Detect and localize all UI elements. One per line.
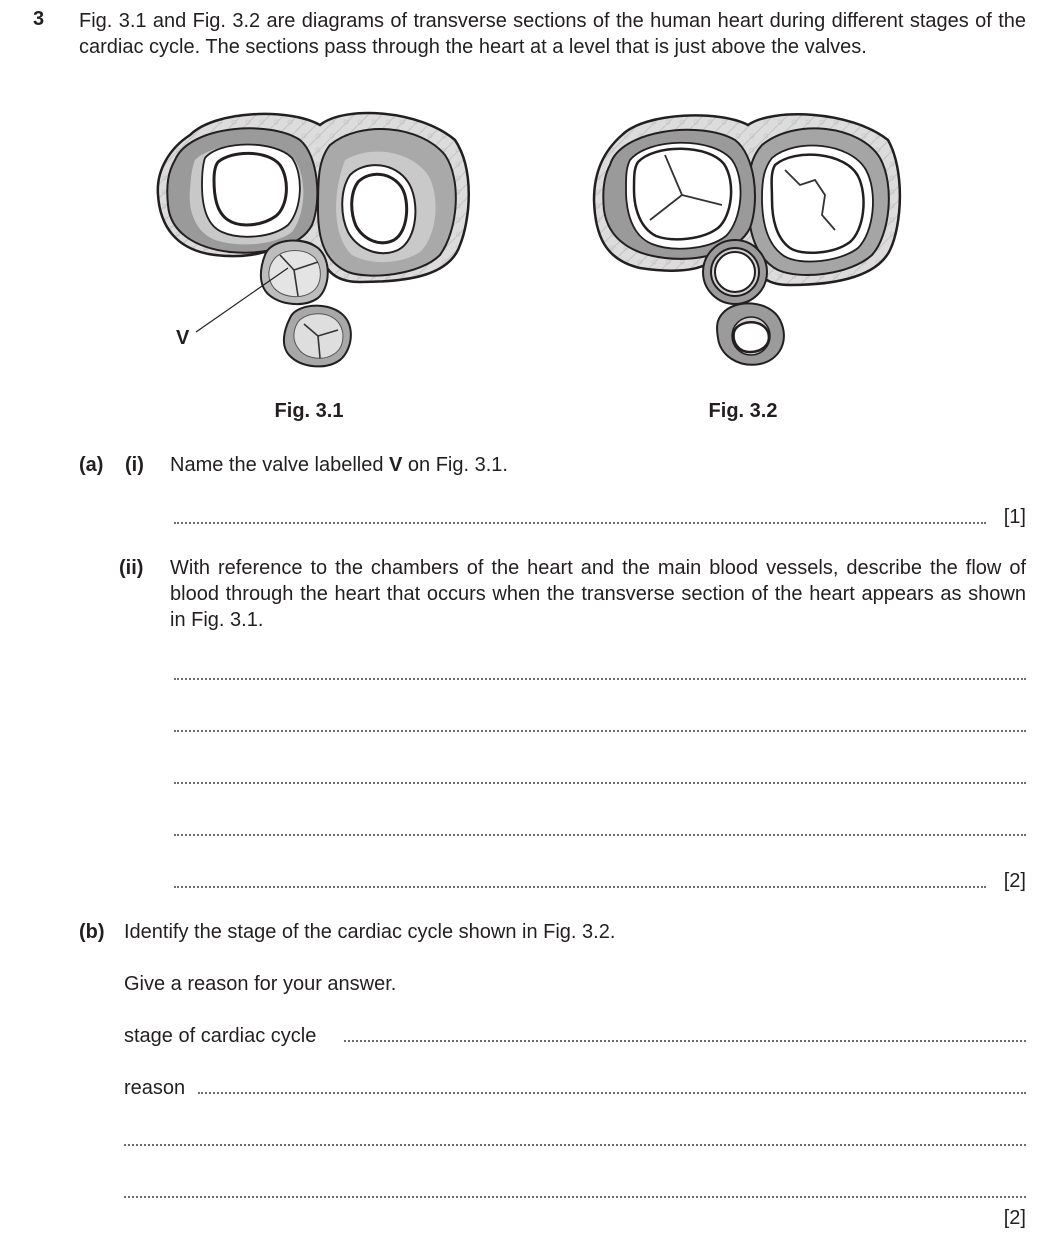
part-b-reason-prompt: Give a reason for your answer.: [124, 973, 397, 995]
figure-3-2-label: Fig. 3.2: [708, 400, 778, 422]
heart-diagrams: [0, 0, 1059, 400]
answer-line-a-ii-2[interactable]: [174, 720, 1026, 732]
answer-line-a-ii-5[interactable]: [174, 876, 986, 888]
marks-a-ii: [2]: [1003, 870, 1026, 892]
figure-3-1-label: Fig. 3.1: [274, 400, 344, 422]
figure-3-2-diagram: [594, 114, 900, 364]
part-a-ii-question: With reference to the chambers of the heart and the main blood vessels, describe the flow of blood through the heart that occurs when the transverse section of the heart appears as shown in Fig. 3.1.: [170, 557, 1026, 631]
answer-line-a-ii-4[interactable]: [174, 824, 1026, 836]
reason-label: reason: [124, 1077, 186, 1099]
part-a-i-question: [170, 454, 508, 477]
marks-b: [2]: [1003, 1207, 1026, 1229]
answer-line-a-i[interactable]: [174, 512, 986, 524]
part-a-i-label: (i): [125, 454, 144, 476]
answer-line-reason-1[interactable]: [198, 1082, 1026, 1094]
part-a-ii-label: (ii): [119, 557, 144, 579]
part-a-i-text-start: Name the valve labelled: [170, 454, 390, 476]
figure-3-1-diagram: [158, 113, 469, 366]
valve-v-label: V: [176, 327, 190, 349]
part-b-question: Identify the stage of the cardiac cycle shown in Fig. 3.2.: [124, 921, 616, 943]
question-number: 3: [33, 8, 45, 30]
answer-line-reason-2[interactable]: [124, 1134, 1026, 1146]
question-intro: Fig. 3.1 and Fig. 3.2 are diagrams of transverse sections of the human heart during different stages of the cardiac cycle. The sections pass through the heart at a level that is just above the valves.: [79, 10, 1026, 58]
answer-line-stage[interactable]: [344, 1030, 1026, 1042]
stage-label: stage of cardiac cycle: [124, 1025, 317, 1047]
answer-line-a-ii-1[interactable]: [174, 668, 1026, 680]
part-a-i-text-end: on Fig. 3.1.: [402, 454, 508, 476]
answer-line-a-ii-3[interactable]: [174, 772, 1026, 784]
part-a-label: (a): [79, 454, 104, 476]
marks-a-i: [1]: [1003, 506, 1026, 528]
answer-line-reason-3[interactable]: [124, 1186, 1026, 1198]
part-a-i-text-bold: V: [389, 454, 403, 476]
part-b-label: (b): [79, 921, 105, 943]
